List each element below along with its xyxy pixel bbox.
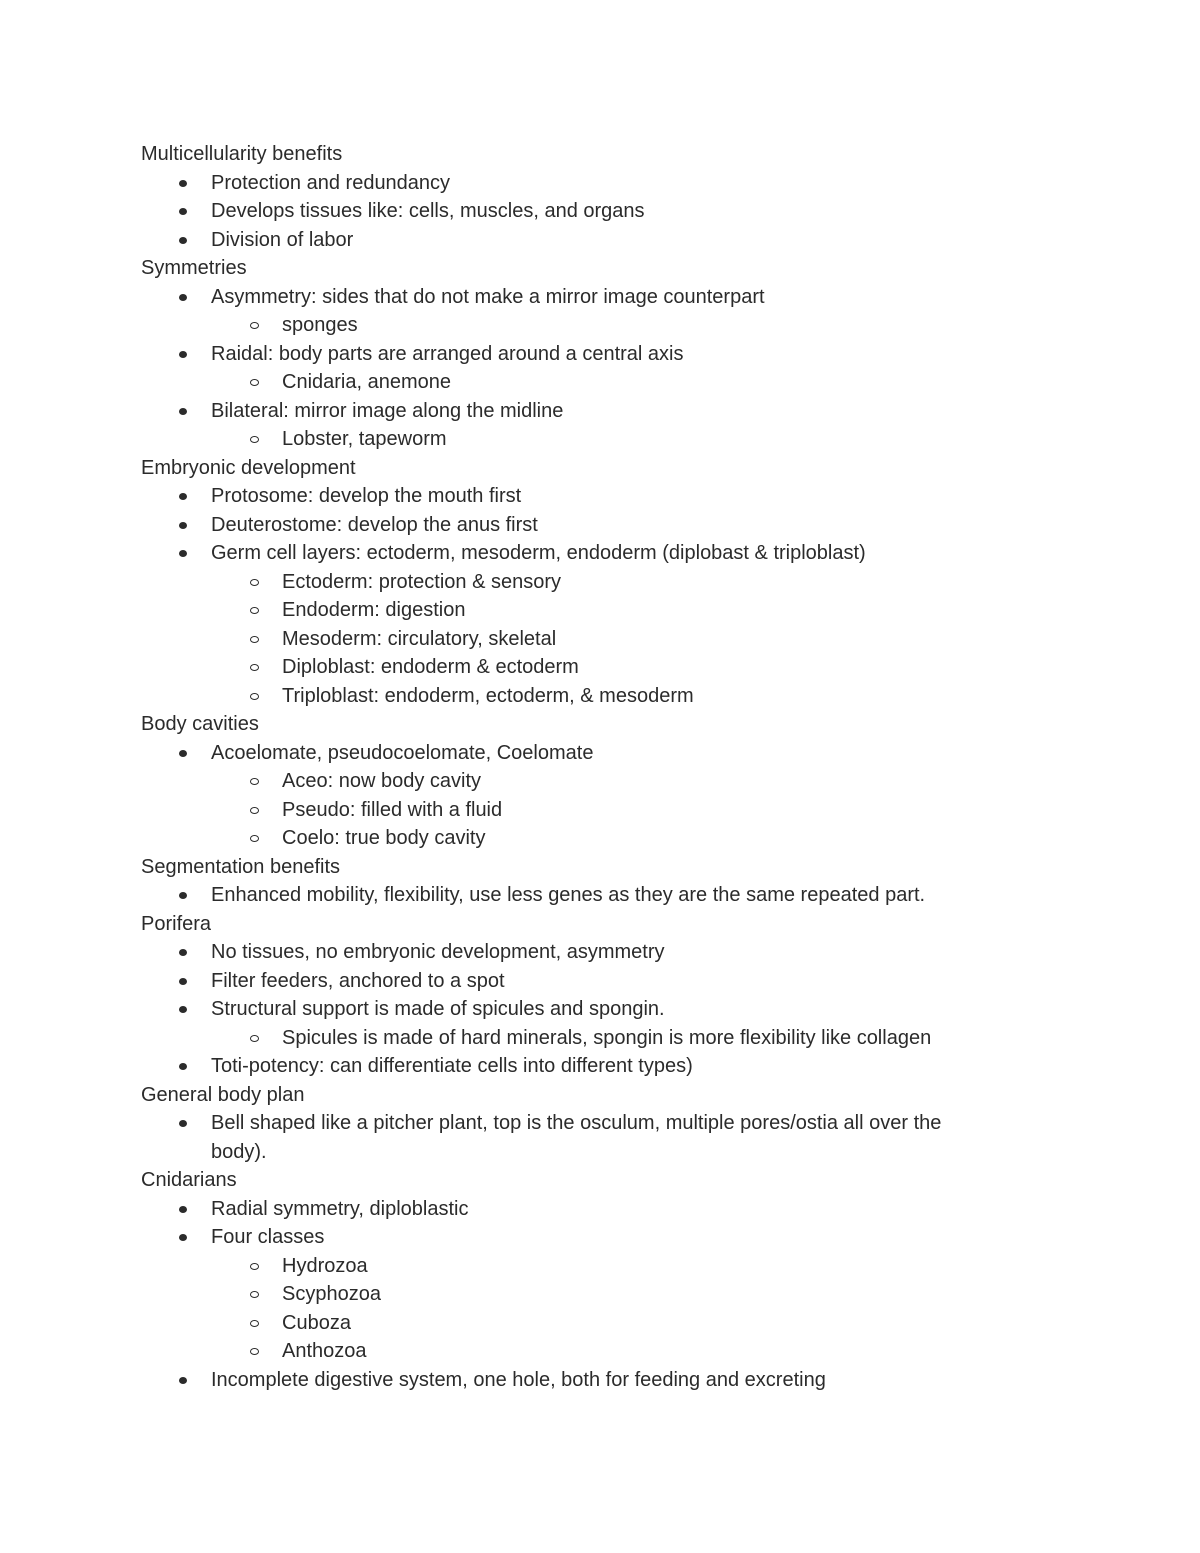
bullet-circle-icon [250, 1348, 259, 1355]
bullet-circle-icon [250, 778, 259, 785]
bullet-dot-icon [179, 1120, 187, 1127]
sub-list-item: Endoderm: digestion [141, 596, 1041, 625]
section-heading: Porifera [141, 912, 212, 935]
sub-list-item: Mesoderm: circulatory, skeletal [141, 625, 1041, 654]
sub-list-item: Pseudo: filled with a fluid [141, 796, 1041, 825]
sub-list-item: Diploblast: endoderm & ectoderm [141, 653, 1041, 682]
list-item: Deuterostome: develop the anus first [141, 511, 1001, 540]
sub-list-item: Hydrozoa [141, 1252, 1041, 1281]
bullet-circle-icon [250, 579, 259, 586]
sub-list-item: Cnidaria, anemone [141, 368, 1041, 397]
sub-list-item: Triploblast: endoderm, ectoderm, & mesoderm [141, 682, 1041, 711]
section [141, 140, 1041, 254]
bullet-dot-icon [179, 351, 187, 358]
document-page [141, 140, 1041, 1394]
bullet-dot-icon [179, 1377, 187, 1384]
list-item: Bell shaped like a pitcher plant, top is the osculum, multiple pores/ostia all over the body). [141, 1109, 1001, 1166]
section [141, 710, 1041, 853]
bullet-circle-icon [250, 1035, 259, 1042]
list-item: No tissues, no embryonic development, asymmetry [141, 938, 1001, 967]
sub-list-item: Lobster, tapeworm [141, 425, 1041, 454]
bullet-circle-icon [250, 636, 259, 643]
section [141, 1081, 1041, 1167]
section [141, 454, 1041, 711]
bullet-dot-icon [179, 949, 187, 956]
section [141, 853, 1041, 910]
bullet-dot-icon [179, 1234, 187, 1241]
bullet-dot-icon [179, 550, 187, 557]
list-item: Radial symmetry, diploblastic [141, 1195, 1001, 1224]
bullet-circle-icon [250, 835, 259, 842]
sub-list-item: Coelo: true body cavity [141, 824, 1041, 853]
section [141, 910, 1041, 1081]
bullet-dot-icon [179, 237, 187, 244]
bullet-circle-icon [250, 1263, 259, 1270]
sub-list-item: Spicules is made of hard minerals, spongin is more flexibility like collagen [141, 1024, 1041, 1053]
bullet-dot-icon [179, 892, 187, 899]
bullet-dot-icon [179, 408, 187, 415]
list-item: Acoelomate, pseudocoelomate, Coelomate [141, 739, 1001, 768]
list-item: Protosome: develop the mouth first [141, 482, 1001, 511]
section-heading: Multicellularity benefits [141, 143, 343, 165]
section-heading: Embryonic development [141, 456, 356, 479]
section [141, 254, 1041, 454]
sub-list-item: Ectoderm: protection & sensory [141, 568, 1041, 597]
bullet-dot-icon [179, 750, 187, 757]
sub-list-item: Cuboza [141, 1309, 1041, 1338]
bullet-dot-icon [179, 493, 187, 500]
list-item: Asymmetry: sides that do not make a mirror image counterpart [141, 283, 1001, 312]
section-heading: Cnidarians [141, 1169, 237, 1191]
sub-list-item: Scyphozoa [141, 1280, 1041, 1309]
bullet-dot-icon [179, 522, 187, 529]
bullet-dot-icon [179, 1006, 187, 1013]
sub-list-item: sponges [141, 311, 1041, 340]
list-item: Toti-potency: can differentiate cells into different types) [141, 1052, 1001, 1081]
list-item: Structural support is made of spicules and spongin. [141, 995, 1001, 1024]
list-item: Raidal: body parts are arranged around a central axis [141, 340, 1001, 369]
bullet-circle-icon [250, 379, 259, 386]
list-item: Incomplete digestive system, one hole, both for feeding and excreting [141, 1366, 1001, 1395]
bullet-circle-icon [250, 664, 259, 671]
bullet-circle-icon [250, 693, 259, 700]
bullet-circle-icon [250, 322, 259, 329]
bullet-circle-icon [250, 1320, 259, 1327]
list-item: Protection and redundancy [141, 169, 1001, 198]
sub-list-item: Anthozoa [141, 1337, 1041, 1366]
bullet-circle-icon [250, 1291, 259, 1298]
bullet-dot-icon [179, 180, 187, 187]
section-heading: Symmetries [141, 257, 247, 279]
bullet-dot-icon [179, 294, 187, 301]
bullet-circle-icon [250, 607, 259, 614]
sub-list-item: Aceo: now body cavity [141, 767, 1041, 796]
bullet-dot-icon [179, 1063, 187, 1070]
list-item: Develops tissues like: cells, muscles, and organs [141, 197, 1001, 226]
section-heading: General body plan [141, 1083, 305, 1106]
list-item: Germ cell layers: ectoderm, mesoderm, endoderm (diplobast & triploblast) [141, 539, 1001, 568]
list-item: Bilateral: mirror image along the midline [141, 397, 1001, 426]
list-item: Four classes [141, 1223, 1001, 1252]
bullet-dot-icon [179, 208, 187, 215]
section [141, 1166, 1041, 1394]
list-item: Enhanced mobility, flexibility, use less genes as they are the same repeated part. [141, 881, 1001, 910]
bullet-circle-icon [250, 436, 259, 443]
bullet-dot-icon [179, 1206, 187, 1213]
list-item: Division of labor [141, 226, 1001, 255]
bullet-circle-icon [250, 807, 259, 814]
section-heading: Segmentation benefits [141, 855, 341, 878]
bullet-dot-icon [179, 978, 187, 985]
list-item: Filter feeders, anchored to a spot [141, 967, 1001, 996]
section-heading: Body cavities [141, 713, 259, 735]
